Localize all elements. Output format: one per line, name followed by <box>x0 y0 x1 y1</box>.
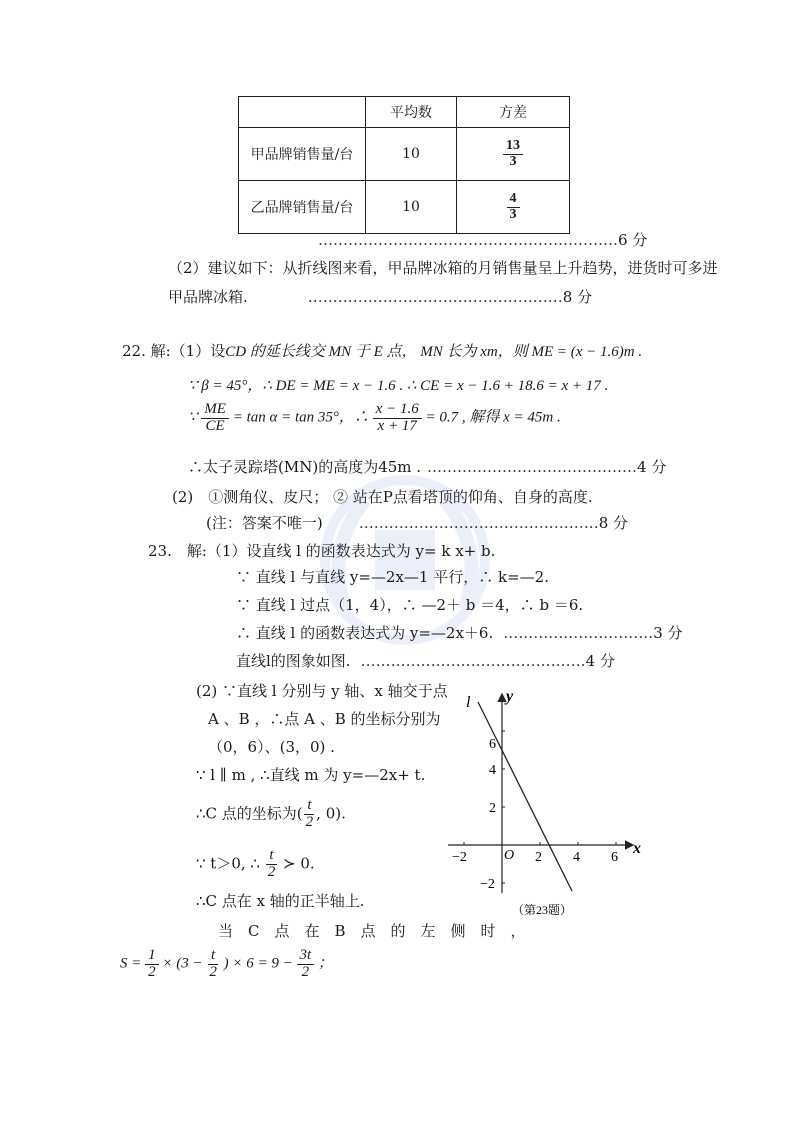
q23-line2: ∵ 直线 l 与直线 y=—2x—1 平行，∴ k=—2. <box>236 568 549 586</box>
q23-line5-text: 直线l的图象如图. <box>236 652 351 670</box>
q23-area-formula <box>120 948 333 981</box>
q23-line6-b: ≻ 0. <box>283 854 315 873</box>
fraction-denominator: 2 <box>209 963 217 980</box>
q23-line4: ∴ 直线 l 的函数表达式为 y=—2x＋6. …………………………3 分 <box>236 624 683 642</box>
y-tick-label: 2 <box>489 801 496 816</box>
y-tick-label: 6 <box>489 737 496 752</box>
q22-line1-text: CD 的延长线交 MN 于 E 点， MN 长为 xm，则 ME = (x − 1.6)m . <box>225 344 643 360</box>
q23-part2-line6 <box>196 848 315 881</box>
function-graph <box>440 685 650 920</box>
line-l <box>478 702 572 891</box>
q23-line5: 直线l的图象如图. ………………………………………4 分 <box>236 652 615 670</box>
q22-prefix: 22. 解:（1）设 <box>122 342 226 360</box>
fraction-denominator: 2 <box>267 863 276 880</box>
formula-end: ； <box>317 955 333 972</box>
fraction-denominator: CE <box>205 417 225 434</box>
row-label: 甲品牌销售量/台 <box>239 128 366 181</box>
score-text: 4 分 <box>585 652 615 670</box>
row-mean: 10 <box>366 128 457 181</box>
x-tick-label: 6 <box>611 850 618 865</box>
variance-denominator: 3 <box>509 206 517 222</box>
q22-line1 <box>122 340 642 361</box>
q23-part2-line1: (2) ∵直线 l 分别与 y 轴、x 轴交于点 <box>196 682 448 700</box>
figure-caption: （第23题） <box>512 903 573 917</box>
formula-s: S = <box>120 955 142 972</box>
q23-part2-line3: （0，6）、(3，0) . <box>208 738 335 756</box>
variance-numerator: 4 <box>507 192 520 208</box>
q21-part2-line2: 甲品牌冰箱. ……………………………………………8 分 <box>168 288 593 306</box>
x-tick-label: 4 <box>573 850 580 865</box>
fraction-denominator: x + 17 <box>377 417 417 434</box>
table-header-row <box>239 97 570 128</box>
score-text: 3 分 <box>653 624 683 642</box>
q22-part2: (2) ①测角仪、皮尺； ② 站在P点看塔顶的仰角、自身的高度. <box>172 488 593 506</box>
q21-part2-text: 甲品牌冰箱. <box>168 288 248 306</box>
q22-note-line: (注：答案不唯一) …………………………………………8 分 <box>206 514 629 532</box>
q22-line4: ∴太子灵踪塔(MN)的高度为45m . ……………………………………4 分 <box>188 458 667 476</box>
formula-part: ) × 6 = 9 − <box>223 955 293 972</box>
q23-line1: 23. 解:（1）设直线 l 的函数表达式为 y= k x+ b. <box>148 542 496 560</box>
line-l-label: l <box>466 694 471 711</box>
because-symbol: ∵ <box>188 409 198 426</box>
fraction-numerator: 1 <box>145 948 159 965</box>
q23-part2-line4: ∵ l ∥ m , ∴直线 m 为 y=—2x+ t. <box>196 766 426 784</box>
q22-line3-mid: = tan α = tan 35°，∴ <box>232 409 369 426</box>
q22-line3 <box>188 402 561 435</box>
score-text: 8 分 <box>598 514 629 532</box>
y-axis-label: y <box>506 688 514 705</box>
q23-part2-line7: ∴C 点在 x 轴的正半轴上. <box>196 892 365 910</box>
fraction-numerator: t <box>208 948 218 965</box>
table-header-cell: 平均数 <box>366 97 457 128</box>
score-text: 8 分 <box>562 288 593 306</box>
row-mean: 10 <box>366 181 457 234</box>
variance-denominator: 3 <box>509 153 517 169</box>
y-tick-label: −2 <box>480 877 495 892</box>
row-label: 乙品牌销售量/台 <box>239 181 366 234</box>
q22-line3-end: = 0.7 , 解得 x = 45m . <box>425 409 561 426</box>
fraction-denominator: 2 <box>301 963 310 980</box>
row-variance <box>457 128 570 181</box>
fraction-numerator: x − 1.6 <box>373 402 422 419</box>
x-tick-label: −2 <box>452 850 467 865</box>
fraction-denominator: 2 <box>148 963 156 980</box>
table-row <box>239 128 570 181</box>
fraction-denominator: 2 <box>305 813 314 830</box>
row-variance <box>457 181 570 234</box>
q23-line4-text: ∴ 直线 l 的函数表达式为 y=—2x＋6. <box>236 624 494 642</box>
x-tick-label: 2 <box>535 850 542 865</box>
q23-line5-a: ∴C 点的坐标为( <box>196 804 303 823</box>
score-text: 6 分 <box>618 231 648 249</box>
q21-part2-line1: （2）建议如下：从折线图来看，甲品牌冰箱的月销售量呈上升趋势，进货时可多进 <box>168 259 718 277</box>
fraction-numerator: 3t <box>297 948 315 965</box>
fraction-numerator: t <box>304 798 314 815</box>
score-line: ……………………………………………………6 分 <box>318 231 648 249</box>
q23-line5-b: , 0). <box>316 804 346 823</box>
q23-part2-line2: A 、B ，∴点 A 、B 的坐标分别为 <box>208 710 441 728</box>
x-axis-label: x <box>633 840 641 857</box>
variance-numerator: 13 <box>503 139 523 155</box>
q23-part2-line8: 当 C 点 在 B 点 的 左 侧 时 ， <box>218 922 526 940</box>
fraction-numerator: ME <box>201 402 229 419</box>
formula-part: × (3 − <box>162 955 203 972</box>
score-text: 4 分 <box>637 458 667 476</box>
table-header-cell <box>239 97 366 128</box>
table-header-cell: 方差 <box>457 97 570 128</box>
q23-line3: ∵ 直线 l 过点（1，4），∴ —2＋ b ＝4，∴ b ＝6. <box>236 596 584 614</box>
table-row <box>239 181 570 234</box>
q22-conclusion: ∴太子灵踪塔(MN)的高度为45m . <box>188 458 422 476</box>
q23-line6-a: ∵ t＞0, ∴ <box>196 854 260 873</box>
y-tick-label: 4 <box>489 763 496 778</box>
q23-part2-line5 <box>196 798 346 831</box>
stats-table <box>238 96 570 234</box>
fraction-numerator: t <box>266 848 276 865</box>
q22-line2: ∵ β = 45°，∴ DE = ME = x − 1.6 . ∴ CE = x − 1.6 + 18.6 = x + 17 . <box>188 378 609 394</box>
origin-label: O <box>504 848 515 863</box>
q22-note: (注：答案不唯一) <box>206 514 323 532</box>
